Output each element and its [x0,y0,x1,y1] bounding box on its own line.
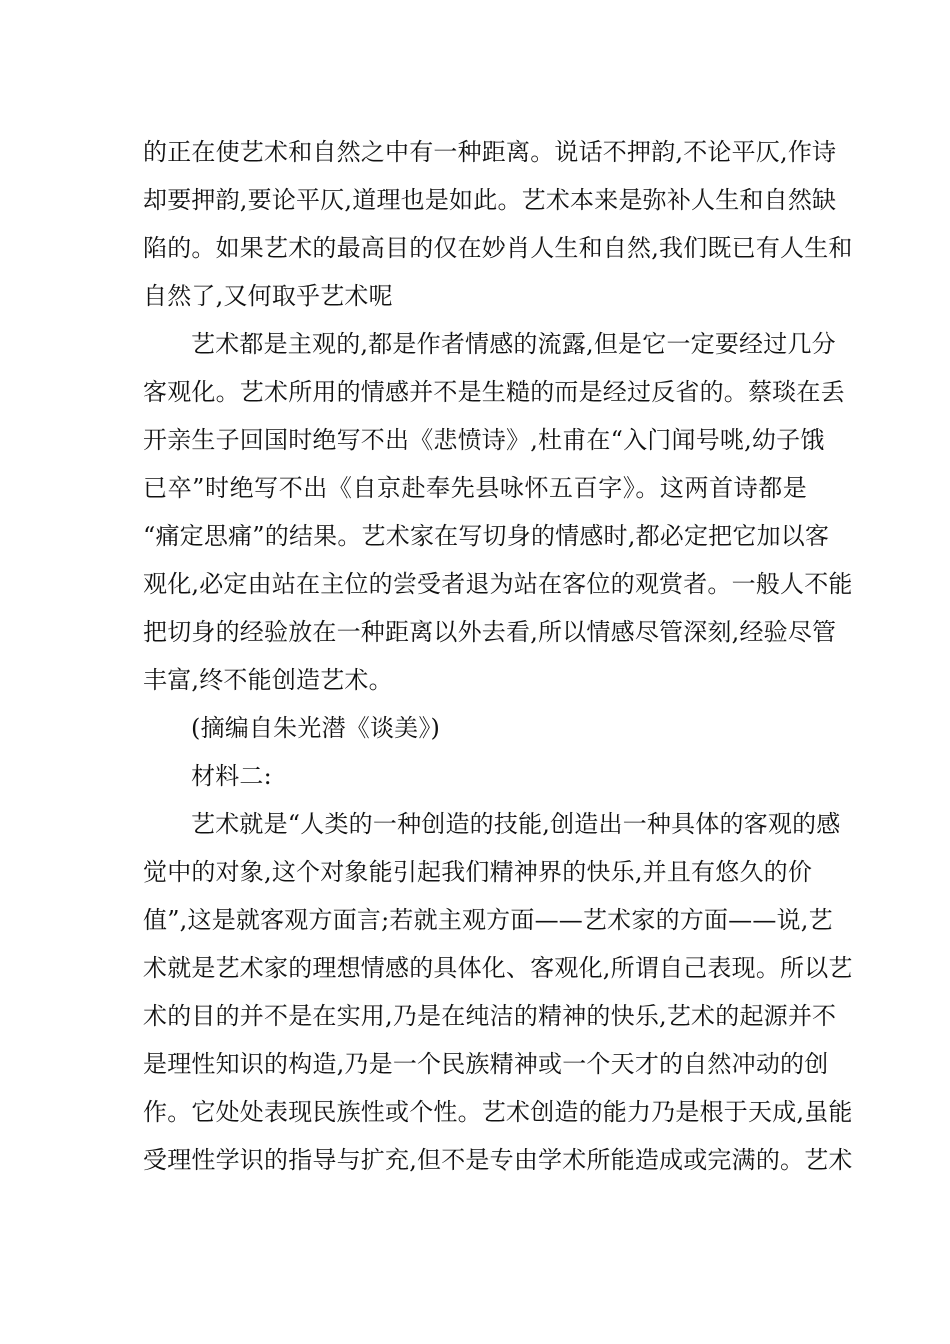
text-line: 已卒”时绝写不出《自京赴奉先县咏怀五百字》。这两首诗都是 [143,474,807,502]
text-line: “痛定思痛”的结果。艺术家在写切身的情感时,都必定把它加以客 [143,522,830,550]
text-line: 陷的。如果艺术的最高目的仅在妙肖人生和自然,我们既已有人生和 [143,234,853,262]
text-line: 术的目的并不是在实用,乃是在纯洁的精神的快乐,艺术的起源并不 [143,1002,837,1030]
source-citation: (摘编自朱光潜《谈美》) [191,714,441,742]
text-line: 的正在使艺术和自然之中有一种距离。说话不押韵,不论平仄,作诗 [143,138,837,166]
text-line: 术就是艺术家的理想情感的具体化、客观化,所谓自己表现。所以艺 [143,954,853,982]
text-line: 觉中的对象,这个对象能引起我们精神界的快乐,并且有悠久的价 [143,858,813,886]
section-heading: 材料二: [191,762,272,790]
text-line: 丰富,终不能创造艺术。 [143,666,393,694]
text-line: 却要押韵,要论平仄,道理也是如此。艺术本来是弥补人生和自然缺 [143,186,837,214]
text-line: 值”,这是就客观方面言;若就主观方面——艺术家的方面——说,艺 [143,906,833,934]
paragraph-start-line: 艺术就是“人类的一种创造的技能,创造出一种具体的客观的感 [191,810,841,838]
text-line: 是理性知识的构造,乃是一个民族精神或一个天才的自然冲动的创 [143,1050,829,1078]
text-line: 观化,必定由站在主位的尝受者退为站在客位的观赏者。一般人不能 [143,570,853,598]
body-text [143,128,853,1184]
text-line: 自然了,又何取乎艺术呢 [143,282,393,310]
text-line: 受理性学识的指导与扩充,但不是专由学术所能造成或完满的。艺术 [143,1146,853,1174]
text-line: 开亲生子回国时绝写不出《悲愤诗》,杜甫在“入门闻号咷,幼子饿 [143,426,825,454]
text-line: 作。它处处表现民族性或个性。艺术创造的能力乃是根于天成,虽能 [143,1098,853,1126]
text-line: 把切身的经验放在一种距离以外去看,所以情感尽管深刻,经验尽管 [143,618,837,646]
text-line: 客观化。艺术所用的情感并不是生糙的而是经过反省的。蔡琰在丢 [143,378,845,406]
paragraph-start-line: 艺术都是主观的,都是作者情感的流露,但是它一定要经过几分 [191,330,836,358]
